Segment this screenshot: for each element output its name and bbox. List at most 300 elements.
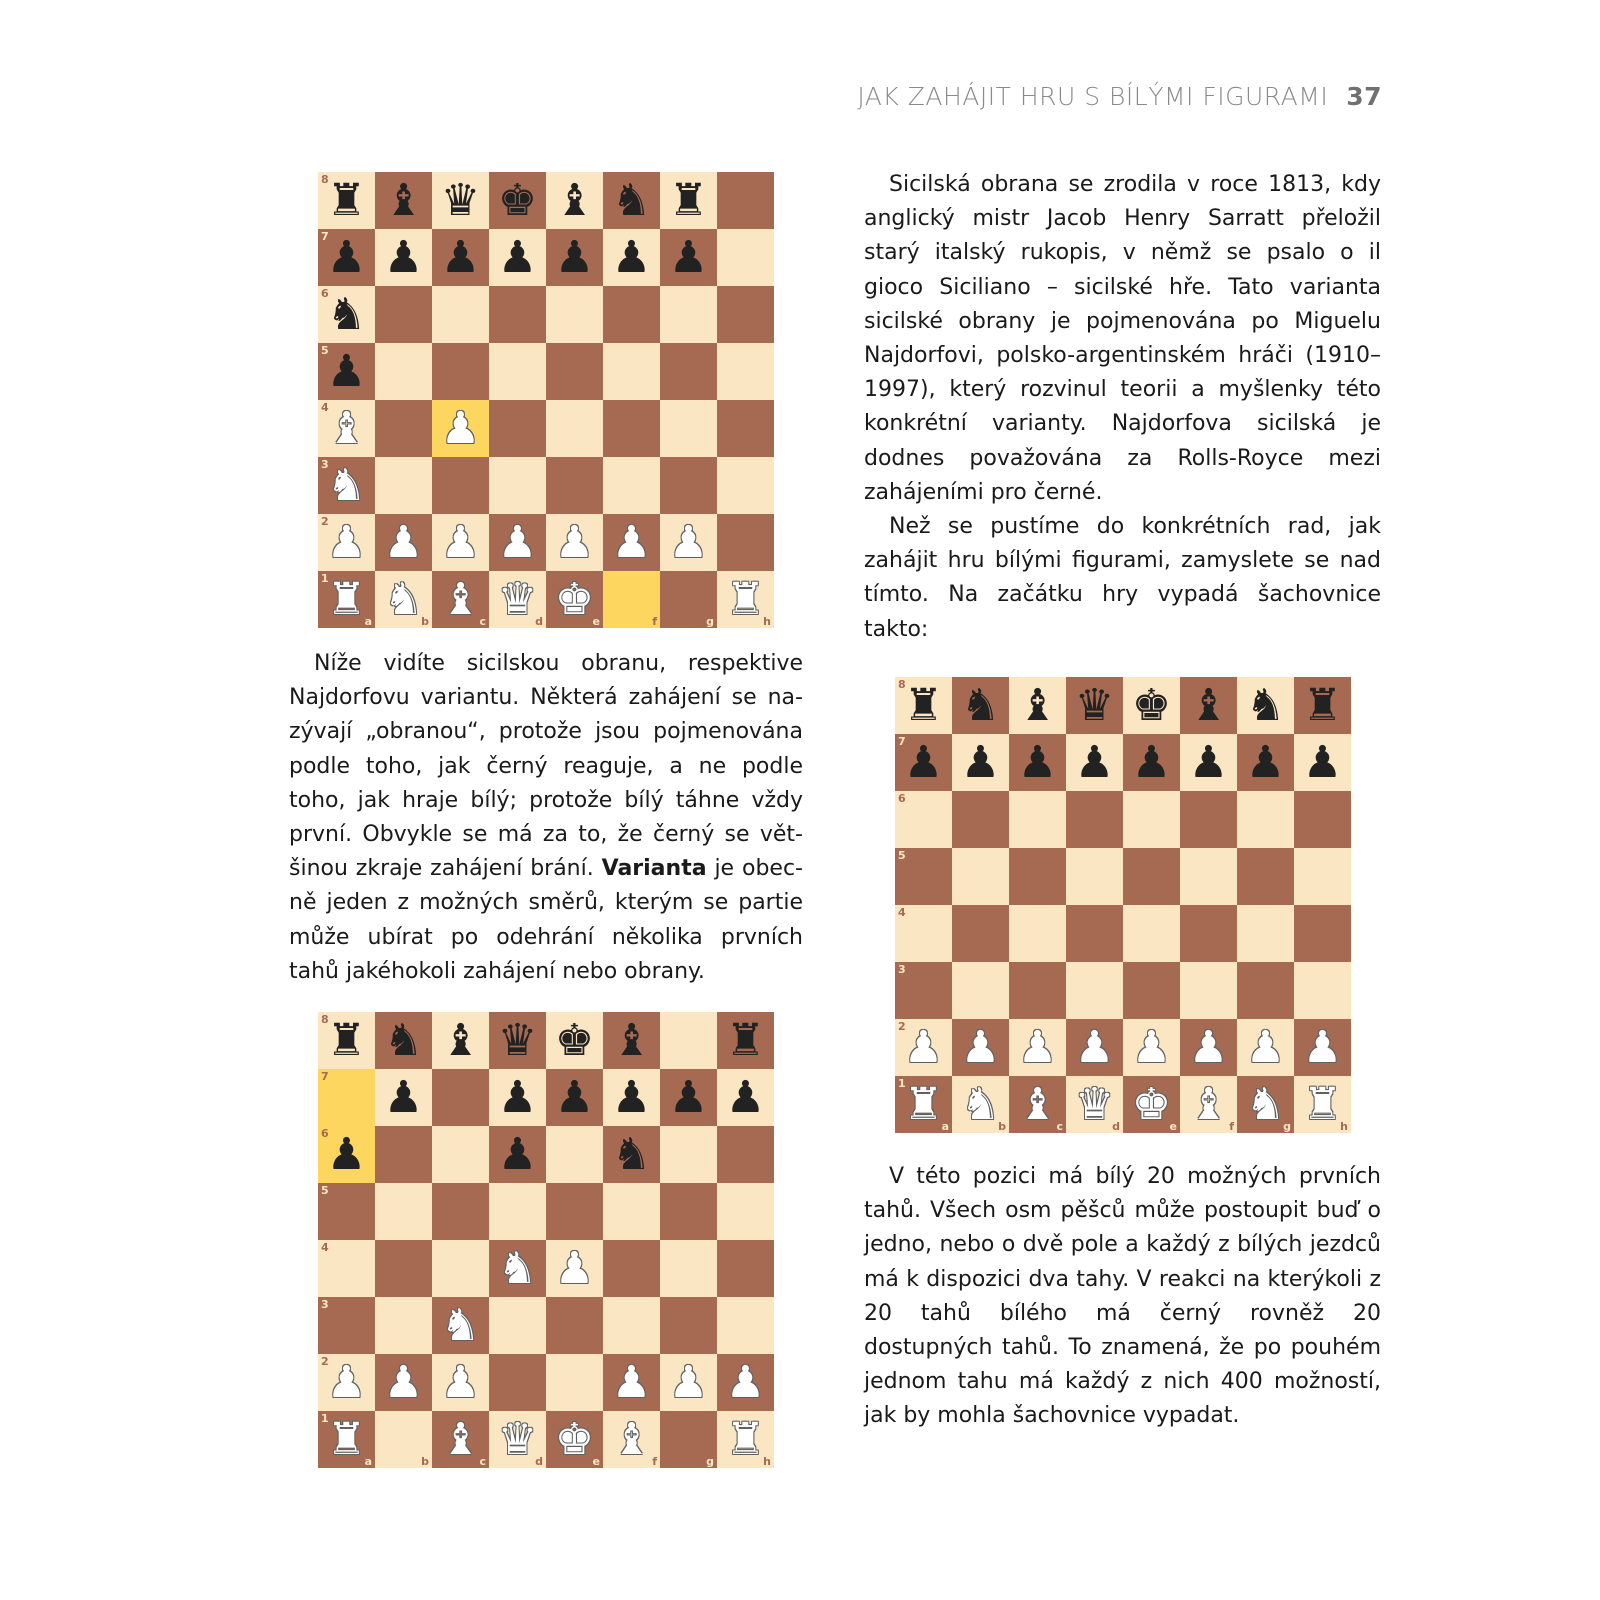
square-e8 bbox=[546, 172, 603, 229]
square-h8 bbox=[717, 172, 774, 229]
black-pawn-icon: ♟ bbox=[611, 231, 652, 283]
square-g6 bbox=[1237, 791, 1294, 848]
file-label: a bbox=[364, 1455, 372, 1468]
white-pawn-icon: ♟ bbox=[326, 516, 367, 568]
black-pawn-icon: ♟ bbox=[903, 736, 944, 788]
square-e8 bbox=[546, 1012, 603, 1069]
square-g2 bbox=[660, 1354, 717, 1411]
file-label: d bbox=[535, 1455, 543, 1468]
square-a1 bbox=[318, 1411, 375, 1468]
square-e5 bbox=[1123, 848, 1180, 905]
white-pawn-icon: ♟ bbox=[1074, 1021, 1115, 1073]
rank-label: 3 bbox=[321, 1298, 329, 1311]
rank-label: 2 bbox=[321, 515, 329, 528]
black-rook-icon: ♜ bbox=[326, 174, 367, 226]
square-g7 bbox=[660, 1069, 717, 1126]
square-a4 bbox=[318, 1240, 375, 1297]
square-d7 bbox=[489, 229, 546, 286]
square-g4 bbox=[660, 400, 717, 457]
rank-label: 8 bbox=[898, 678, 906, 691]
square-f8 bbox=[1180, 677, 1237, 734]
chessboard-starting-position bbox=[895, 677, 1351, 1133]
square-c3 bbox=[1009, 962, 1066, 1019]
white-pawn-icon: ♟ bbox=[383, 1356, 424, 1408]
square-g3 bbox=[660, 457, 717, 514]
square-b2 bbox=[952, 1019, 1009, 1076]
square-d2 bbox=[489, 1354, 546, 1411]
square-d1 bbox=[489, 1411, 546, 1468]
square-a1 bbox=[318, 571, 375, 628]
white-pawn-icon: ♟ bbox=[497, 516, 538, 568]
white-bishop-icon: ♝ bbox=[440, 1413, 481, 1465]
square-f7 bbox=[603, 229, 660, 286]
square-c7 bbox=[432, 229, 489, 286]
square-c3 bbox=[432, 457, 489, 514]
black-knight-icon: ♞ bbox=[960, 679, 1001, 731]
black-pawn-icon: ♟ bbox=[1074, 736, 1115, 788]
file-label: e bbox=[592, 1455, 600, 1468]
square-a2 bbox=[318, 1354, 375, 1411]
square-e1 bbox=[546, 1411, 603, 1468]
square-d1 bbox=[1066, 1076, 1123, 1133]
square-g1 bbox=[660, 1411, 717, 1468]
square-g2 bbox=[660, 514, 717, 571]
black-rook-icon: ♜ bbox=[725, 1014, 766, 1066]
white-pawn-icon: ♟ bbox=[326, 1356, 367, 1408]
square-b8 bbox=[375, 1012, 432, 1069]
black-pawn-icon: ♟ bbox=[668, 1071, 709, 1123]
black-bishop-icon: ♝ bbox=[383, 174, 424, 226]
square-c1 bbox=[432, 571, 489, 628]
square-c3 bbox=[432, 1297, 489, 1354]
black-king-icon: ♚ bbox=[1131, 679, 1172, 731]
file-label: e bbox=[1169, 1120, 1177, 1133]
black-pawn-icon: ♟ bbox=[1131, 736, 1172, 788]
square-b8 bbox=[375, 172, 432, 229]
paragraph-left-middle bbox=[289, 647, 803, 989]
paragraph-najdorf-intro bbox=[289, 647, 803, 989]
square-g8 bbox=[1237, 677, 1294, 734]
square-b4 bbox=[952, 905, 1009, 962]
square-f6 bbox=[603, 286, 660, 343]
white-pawn-icon: ♟ bbox=[440, 402, 481, 454]
square-e4 bbox=[546, 400, 603, 457]
rank-label: 6 bbox=[321, 287, 329, 300]
page-number: 37 bbox=[1346, 82, 1382, 111]
black-pawn-icon: ♟ bbox=[1017, 736, 1058, 788]
black-knight-icon: ♞ bbox=[326, 288, 367, 340]
black-bishop-icon: ♝ bbox=[440, 1014, 481, 1066]
square-e4 bbox=[546, 1240, 603, 1297]
black-pawn-icon: ♟ bbox=[440, 231, 481, 283]
file-label: f bbox=[652, 615, 657, 628]
square-e3 bbox=[546, 1297, 603, 1354]
square-d6 bbox=[1066, 791, 1123, 848]
black-queen-icon: ♛ bbox=[1074, 679, 1115, 731]
white-rook-icon: ♜ bbox=[326, 1413, 367, 1465]
white-rook-icon: ♜ bbox=[326, 573, 367, 625]
file-label: e bbox=[592, 615, 600, 628]
square-a3 bbox=[318, 457, 375, 514]
chapter-title: JAK ZAHÁJIT HRU S BÍLÝMI FIGURAMI bbox=[857, 82, 1329, 111]
square-b3 bbox=[375, 457, 432, 514]
square-a4 bbox=[895, 905, 952, 962]
square-b3 bbox=[375, 1297, 432, 1354]
square-c4 bbox=[1009, 905, 1066, 962]
square-h5 bbox=[1294, 848, 1351, 905]
square-f4 bbox=[603, 400, 660, 457]
rank-label: 4 bbox=[321, 401, 329, 414]
square-a7 bbox=[318, 229, 375, 286]
white-pawn-icon: ♟ bbox=[611, 1356, 652, 1408]
running-header bbox=[600, 82, 1382, 111]
square-d2 bbox=[1066, 1019, 1123, 1076]
square-d4 bbox=[1066, 905, 1123, 962]
square-e6 bbox=[1123, 791, 1180, 848]
chessboard-najdorf-a6 bbox=[318, 1012, 774, 1468]
black-pawn-icon: ♟ bbox=[497, 1071, 538, 1123]
paragraph-before-advice: Než se pustíme do konkrétních rad, jak zahájit hru bílými figurami, zamyslete se nad tímto. Na začátku hry vypadá šachovnice takto: bbox=[864, 514, 1381, 642]
square-e6 bbox=[546, 286, 603, 343]
square-g3 bbox=[1237, 962, 1294, 1019]
rank-label: 1 bbox=[321, 572, 329, 585]
file-label: h bbox=[763, 1455, 771, 1468]
square-g2 bbox=[1237, 1019, 1294, 1076]
square-b4 bbox=[375, 400, 432, 457]
square-e7 bbox=[1123, 734, 1180, 791]
black-pawn-icon: ♟ bbox=[668, 231, 709, 283]
black-pawn-icon: ♟ bbox=[1302, 736, 1343, 788]
square-f4 bbox=[603, 1240, 660, 1297]
chessboard-najdorf-bc4 bbox=[318, 172, 774, 628]
square-a6 bbox=[318, 1126, 375, 1183]
square-c6 bbox=[1009, 791, 1066, 848]
rank-label: 5 bbox=[898, 849, 906, 862]
square-c8 bbox=[1009, 677, 1066, 734]
square-d8 bbox=[1066, 677, 1123, 734]
square-c6 bbox=[432, 1126, 489, 1183]
rank-label: 8 bbox=[321, 1013, 329, 1026]
square-f2 bbox=[603, 514, 660, 571]
square-b7 bbox=[375, 229, 432, 286]
square-h4 bbox=[717, 1240, 774, 1297]
white-pawn-icon: ♟ bbox=[554, 1242, 595, 1294]
square-h6 bbox=[1294, 791, 1351, 848]
white-king-icon: ♚ bbox=[554, 1413, 595, 1465]
black-knight-icon: ♞ bbox=[1245, 679, 1286, 731]
file-label: a bbox=[941, 1120, 949, 1133]
black-pawn-icon: ♟ bbox=[326, 1128, 367, 1180]
square-h6 bbox=[717, 1126, 774, 1183]
square-h3 bbox=[717, 457, 774, 514]
black-pawn-icon: ♟ bbox=[497, 231, 538, 283]
square-h1 bbox=[717, 1411, 774, 1468]
black-pawn-icon: ♟ bbox=[725, 1071, 766, 1123]
square-h2 bbox=[717, 514, 774, 571]
square-f7 bbox=[1180, 734, 1237, 791]
square-g6 bbox=[660, 286, 717, 343]
square-b6 bbox=[375, 1126, 432, 1183]
white-queen-icon: ♛ bbox=[497, 573, 538, 625]
white-knight-icon: ♞ bbox=[383, 573, 424, 625]
file-label: g bbox=[1283, 1120, 1291, 1133]
rank-label: 3 bbox=[898, 963, 906, 976]
file-label: c bbox=[1056, 1120, 1063, 1133]
black-rook-icon: ♜ bbox=[1302, 679, 1343, 731]
square-a6 bbox=[318, 286, 375, 343]
square-e2 bbox=[1123, 1019, 1180, 1076]
rank-label: 5 bbox=[321, 1184, 329, 1197]
square-f8 bbox=[603, 172, 660, 229]
white-pawn-icon: ♟ bbox=[1188, 1021, 1229, 1073]
square-f6 bbox=[1180, 791, 1237, 848]
black-knight-icon: ♞ bbox=[611, 174, 652, 226]
black-pawn-icon: ♟ bbox=[497, 1128, 538, 1180]
square-f6 bbox=[603, 1126, 660, 1183]
square-b5 bbox=[375, 1183, 432, 1240]
square-e7 bbox=[546, 1069, 603, 1126]
square-g4 bbox=[1237, 905, 1294, 962]
square-b6 bbox=[375, 286, 432, 343]
rank-label: 7 bbox=[321, 230, 329, 243]
square-d4 bbox=[489, 400, 546, 457]
paragraph-sicilian-history: Sicilská obrana se zrodila v roce 1813, kdy anglický mistr Jacob Henry Sarratt přeložil starý italský rukopis, v němž se psalo o il gioco Siciliano – sicilské hře. Tato varianta sicilské obrany je pojmenována po Miguelu Najdorfovi, polsko-argentinském hráči (1910–1997), který rozvinul teorii a myšlenky této konkrétní varianty. Najdorfova sicilská je dodnes považována za Rolls-Royce mezi zahájeními pro černé. bbox=[864, 172, 1381, 505]
black-knight-icon: ♞ bbox=[383, 1014, 424, 1066]
intro-text: Níže vidíte sicilskou obranu, respektive Najdorfovu variantu. Některá zahájení se nazývají „obranou“, protože jsou pojmenována podle toho, jak černý reaguje, a ne podle toho, jak hraje bílý; protože bílý táhne vždy první. Obvykle se má za to, že černý se většinou zkraje zahájení brání. bbox=[289, 651, 803, 882]
black-pawn-icon: ♟ bbox=[326, 345, 367, 397]
square-d3 bbox=[489, 457, 546, 514]
square-a5 bbox=[895, 848, 952, 905]
square-d1 bbox=[489, 571, 546, 628]
white-pawn-icon: ♟ bbox=[554, 516, 595, 568]
rank-label: 1 bbox=[321, 1412, 329, 1425]
rank-label: 7 bbox=[898, 735, 906, 748]
square-c7 bbox=[1009, 734, 1066, 791]
square-g5 bbox=[660, 343, 717, 400]
square-a2 bbox=[318, 514, 375, 571]
white-king-icon: ♚ bbox=[1131, 1078, 1172, 1130]
square-b8 bbox=[952, 677, 1009, 734]
square-c1 bbox=[1009, 1076, 1066, 1133]
black-rook-icon: ♜ bbox=[668, 174, 709, 226]
black-pawn-icon: ♟ bbox=[554, 1071, 595, 1123]
square-c5 bbox=[1009, 848, 1066, 905]
square-h8 bbox=[1294, 677, 1351, 734]
square-a3 bbox=[895, 962, 952, 1019]
square-d6 bbox=[489, 286, 546, 343]
file-label: b bbox=[421, 1455, 429, 1468]
square-d7 bbox=[1066, 734, 1123, 791]
square-e4 bbox=[1123, 905, 1180, 962]
square-h5 bbox=[717, 343, 774, 400]
square-b1 bbox=[952, 1076, 1009, 1133]
white-pawn-icon: ♟ bbox=[1245, 1021, 1286, 1073]
square-c1 bbox=[432, 1411, 489, 1468]
white-rook-icon: ♜ bbox=[1302, 1078, 1343, 1130]
square-h2 bbox=[1294, 1019, 1351, 1076]
file-label: f bbox=[652, 1455, 657, 1468]
white-king-icon: ♚ bbox=[554, 573, 595, 625]
square-g7 bbox=[660, 229, 717, 286]
black-bishop-icon: ♝ bbox=[1017, 679, 1058, 731]
white-queen-icon: ♛ bbox=[497, 1413, 538, 1465]
rank-label: 4 bbox=[321, 1241, 329, 1254]
white-knight-icon: ♞ bbox=[326, 459, 367, 511]
square-a8 bbox=[895, 677, 952, 734]
square-b7 bbox=[952, 734, 1009, 791]
square-b7 bbox=[375, 1069, 432, 1126]
square-b3 bbox=[952, 962, 1009, 1019]
white-queen-icon: ♛ bbox=[1074, 1078, 1115, 1130]
rank-label: 4 bbox=[898, 906, 906, 919]
square-e3 bbox=[546, 457, 603, 514]
white-bishop-icon: ♝ bbox=[326, 402, 367, 454]
square-a3 bbox=[318, 1297, 375, 1354]
square-h5 bbox=[717, 1183, 774, 1240]
white-bishop-icon: ♝ bbox=[1017, 1078, 1058, 1130]
white-knight-icon: ♞ bbox=[497, 1242, 538, 1294]
square-c6 bbox=[432, 286, 489, 343]
square-d2 bbox=[489, 514, 546, 571]
square-f2 bbox=[603, 1354, 660, 1411]
square-d8 bbox=[489, 172, 546, 229]
square-b2 bbox=[375, 514, 432, 571]
square-h6 bbox=[717, 286, 774, 343]
square-h3 bbox=[717, 1297, 774, 1354]
white-pawn-icon: ♟ bbox=[440, 516, 481, 568]
square-f5 bbox=[1180, 848, 1237, 905]
square-a8 bbox=[318, 1012, 375, 1069]
paragraph-move-count: V této pozici má bílý 20 možných prvních tahů. Všech osm pěšců může postoupit buď o jedno, nebo o dvě pole a každý z bílých jezdců má k dispozici dva tahy. V reakci na kterýkoli z 20 tahů bílého má černý rovněž 20 dostupných tahů. To znamená, že po pouhém jednom tahu má každý z nich 400 možností, jak by mohla šachovnice vypadat. bbox=[864, 1164, 1381, 1429]
square-d5 bbox=[1066, 848, 1123, 905]
black-rook-icon: ♜ bbox=[903, 679, 944, 731]
black-king-icon: ♚ bbox=[554, 1014, 595, 1066]
square-e5 bbox=[546, 343, 603, 400]
white-bishop-icon: ♝ bbox=[440, 573, 481, 625]
square-a6 bbox=[895, 791, 952, 848]
file-label: d bbox=[1112, 1120, 1120, 1133]
square-c5 bbox=[432, 1183, 489, 1240]
square-g4 bbox=[660, 1240, 717, 1297]
black-rook-icon: ♜ bbox=[326, 1014, 367, 1066]
square-a5 bbox=[318, 343, 375, 400]
square-b6 bbox=[952, 791, 1009, 848]
white-pawn-icon: ♟ bbox=[611, 516, 652, 568]
square-g5 bbox=[1237, 848, 1294, 905]
black-pawn-icon: ♟ bbox=[1188, 736, 1229, 788]
white-pawn-icon: ♟ bbox=[903, 1021, 944, 1073]
rank-label: 2 bbox=[321, 1355, 329, 1368]
black-queen-icon: ♛ bbox=[440, 174, 481, 226]
white-pawn-icon: ♟ bbox=[1017, 1021, 1058, 1073]
square-h7 bbox=[717, 229, 774, 286]
square-c8 bbox=[432, 172, 489, 229]
square-b1 bbox=[375, 571, 432, 628]
square-d4 bbox=[489, 1240, 546, 1297]
rank-label: 7 bbox=[321, 1070, 329, 1083]
square-h4 bbox=[717, 400, 774, 457]
square-g7 bbox=[1237, 734, 1294, 791]
square-a5 bbox=[318, 1183, 375, 1240]
square-f4 bbox=[1180, 905, 1237, 962]
square-c4 bbox=[432, 1240, 489, 1297]
white-pawn-icon: ♟ bbox=[960, 1021, 1001, 1073]
rank-label: 2 bbox=[898, 1020, 906, 1033]
square-d5 bbox=[489, 343, 546, 400]
square-f3 bbox=[603, 1297, 660, 1354]
square-c4 bbox=[432, 400, 489, 457]
square-f7 bbox=[603, 1069, 660, 1126]
black-bishop-icon: ♝ bbox=[611, 1014, 652, 1066]
paragraph-right-top bbox=[864, 168, 1381, 647]
rank-label: 6 bbox=[321, 1127, 329, 1140]
square-g8 bbox=[660, 1012, 717, 1069]
square-g5 bbox=[660, 1183, 717, 1240]
square-a1 bbox=[895, 1076, 952, 1133]
file-label: c bbox=[479, 1455, 486, 1468]
square-f8 bbox=[603, 1012, 660, 1069]
white-bishop-icon: ♝ bbox=[1188, 1078, 1229, 1130]
white-rook-icon: ♜ bbox=[903, 1078, 944, 1130]
white-bishop-icon: ♝ bbox=[611, 1413, 652, 1465]
square-c2 bbox=[432, 1354, 489, 1411]
black-knight-icon: ♞ bbox=[611, 1128, 652, 1180]
white-pawn-icon: ♟ bbox=[383, 516, 424, 568]
white-rook-icon: ♜ bbox=[725, 573, 766, 625]
file-label: f bbox=[1229, 1120, 1234, 1133]
black-pawn-icon: ♟ bbox=[383, 231, 424, 283]
square-h3 bbox=[1294, 962, 1351, 1019]
white-pawn-icon: ♟ bbox=[725, 1356, 766, 1408]
square-c2 bbox=[1009, 1019, 1066, 1076]
square-f1 bbox=[603, 571, 660, 628]
square-a7 bbox=[318, 1069, 375, 1126]
square-h2 bbox=[717, 1354, 774, 1411]
square-f1 bbox=[1180, 1076, 1237, 1133]
square-c7 bbox=[432, 1069, 489, 1126]
square-d3 bbox=[1066, 962, 1123, 1019]
square-g1 bbox=[660, 571, 717, 628]
white-knight-icon: ♞ bbox=[440, 1299, 481, 1351]
square-b5 bbox=[952, 848, 1009, 905]
square-f3 bbox=[603, 457, 660, 514]
square-a8 bbox=[318, 172, 375, 229]
square-f3 bbox=[1180, 962, 1237, 1019]
file-label: b bbox=[998, 1120, 1006, 1133]
square-a7 bbox=[895, 734, 952, 791]
square-f2 bbox=[1180, 1019, 1237, 1076]
white-pawn-icon: ♟ bbox=[1302, 1021, 1343, 1073]
white-pawn-icon: ♟ bbox=[440, 1356, 481, 1408]
file-label: d bbox=[535, 615, 543, 628]
white-knight-icon: ♞ bbox=[960, 1078, 1001, 1130]
white-pawn-icon: ♟ bbox=[668, 516, 709, 568]
rank-label: 6 bbox=[898, 792, 906, 805]
square-d8 bbox=[489, 1012, 546, 1069]
square-h8 bbox=[717, 1012, 774, 1069]
square-g1 bbox=[1237, 1076, 1294, 1133]
square-g8 bbox=[660, 172, 717, 229]
square-g3 bbox=[660, 1297, 717, 1354]
black-queen-icon: ♛ bbox=[497, 1014, 538, 1066]
file-label: c bbox=[479, 615, 486, 628]
square-b2 bbox=[375, 1354, 432, 1411]
square-a2 bbox=[895, 1019, 952, 1076]
square-c8 bbox=[432, 1012, 489, 1069]
square-c2 bbox=[432, 514, 489, 571]
square-e6 bbox=[546, 1126, 603, 1183]
intro-text-end: je obecně jeden z možných směrů, kterým se partie může ubírat po odehrání několika prvních tahů jakéhokoli zahájení nebo obrany. bbox=[289, 856, 803, 984]
